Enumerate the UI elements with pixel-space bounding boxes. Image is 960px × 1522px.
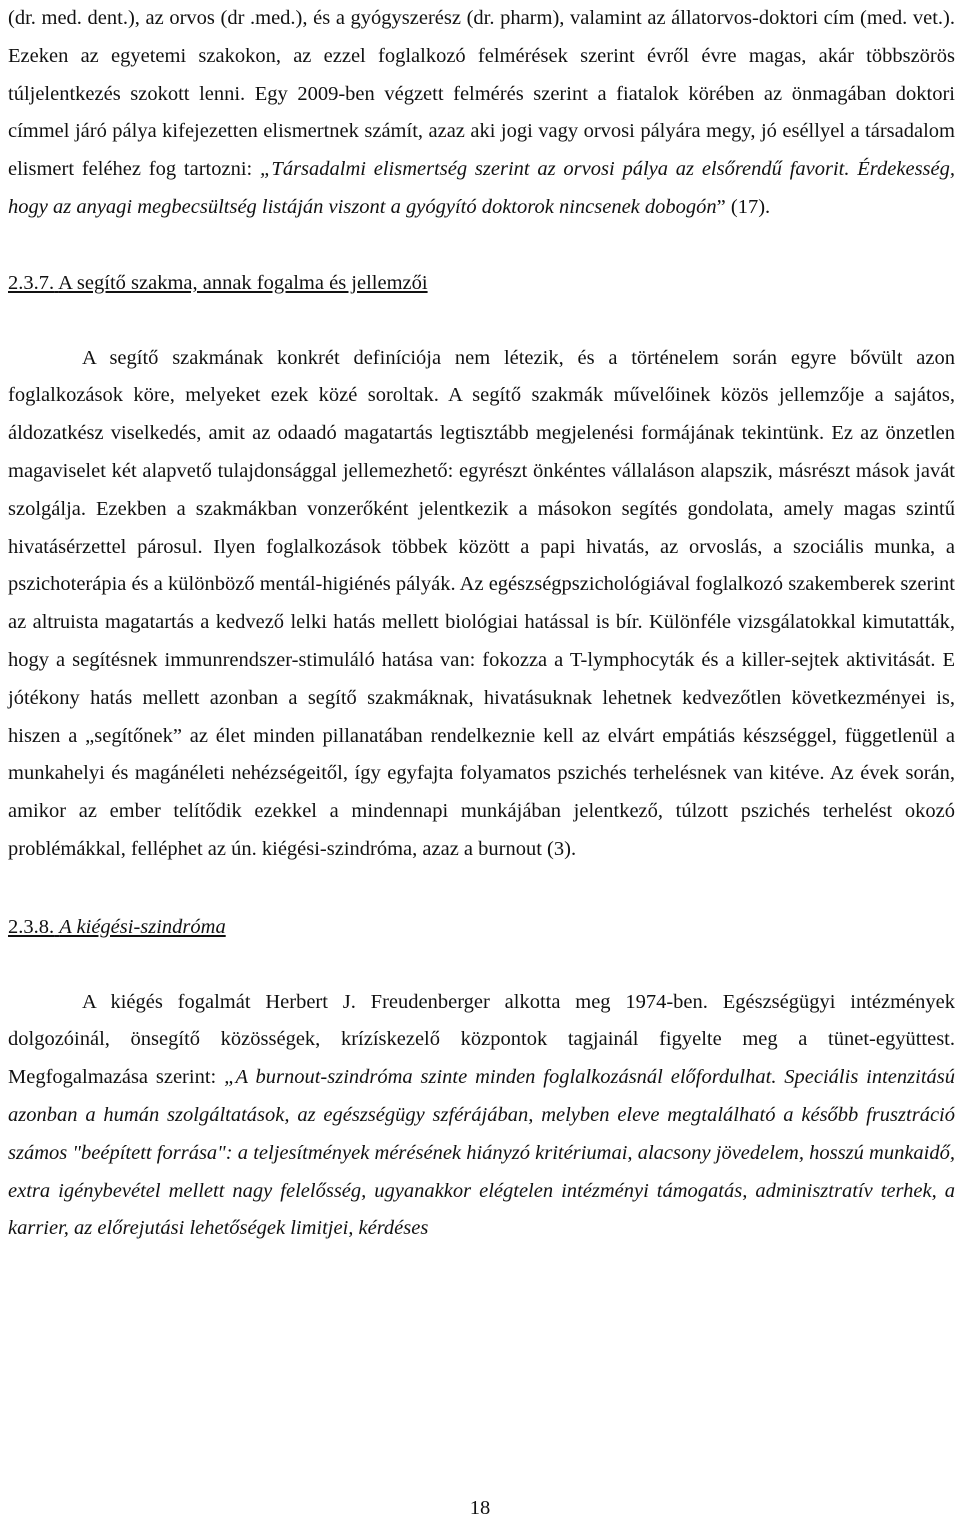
section-number-237: 2.3.7. bbox=[8, 271, 55, 294]
intro-text-2: ” (17). bbox=[716, 195, 771, 218]
intro-italic-quote: „Társadalmi elismertség szerint az orvosi pálya az elsőrendű favorit. Érdekesség, hogy az anyagi megbecsültség listáján viszont a gyógyító doktorok nincsenek dobogón bbox=[8, 158, 955, 218]
intro-text-1: (dr. med. dent.), az orvos (dr .med.), és a gyógyszerész (dr. pharm), valamint az állatorvos-doktori cím (med. vet.). Ezeken az egyetemi szakokon, az ezzel foglalkozó felmérések szerint évről évre magas, akár többszörös túljelentkezés szokott lenni. Egy 2009-ben végzett felmérés szerint a fiatalok körében az önmagában doktori címmel járó pálya kifejezetten elismertnek számít, azaz aki jogi vagy orvosi pályára megy, jó eséllyel a társadalom elismert feléhez fog tartozni: bbox=[8, 7, 955, 181]
spacer bbox=[8, 947, 955, 984]
spacer bbox=[8, 303, 955, 340]
section-title-238: A kiégési-szindróma bbox=[59, 915, 226, 938]
page-number: 18 bbox=[469, 1497, 491, 1519]
section-238-italic-quote: „A burnout-szindróma szinte minden foglalkozásnál előfordulhat. Speciális intenzitású azonban a humán szolgáltatások, az egészségügy szférájában, melyben eleve megtalálható a később frusztráció számos "beépített forrása": a teljesítmények mérésének hiányzó kritériumai, alacsony jövedelem, hosszú munkaidő, extra igénybevétel mellett nagy felelősség, ugyanakkor elégtelen intézményi támogatás, adminisztratív terhek, a karrier, az előrejutási lehetőségek limitjei, kérdéses bbox=[8, 1066, 955, 1240]
intro-paragraph bbox=[8, 0, 955, 227]
section-heading-238 bbox=[8, 909, 955, 947]
section-number-238: 2.3.8. bbox=[8, 915, 55, 938]
spacer bbox=[8, 869, 955, 909]
section-title-237: A segítő szakma, annak fogalma és jellemzői bbox=[58, 271, 428, 294]
document-page bbox=[8, 0, 955, 1248]
section-paragraph-238 bbox=[8, 984, 955, 1249]
section-238-text-1: A kiégés fogalmát Herbert J. Freudenberger alkotta meg 1974-ben. Egészségügyi intézmények dolgozóinál, önsegítő közösségek, krízískezelő központok tagjainál figyelte meg a tünet-együttest. Megfogalmazása szerint: bbox=[8, 990, 955, 1089]
spacer bbox=[8, 227, 955, 265]
section-heading-237 bbox=[8, 265, 955, 303]
section-paragraph-237: A segítő szakmának konkrét definíciója nem létezik, és a történelem során egyre bővült azon foglalkozások köre, melyeket ezek közé soroltak. A segítő szakmák művelőinek közös jellemzője a sajátos, áldozatkész viselkedés, amit az odaadó magatartás legtisztább megjelenési formájának tekintünk. Ez az önzetlen magaviselet két alapvető tulajdonsággal jellemezhető: egyrészt önkéntes vállaláson alapszik, másrészt mások javát szolgálja. Ezekben a szakmákban vonzerőként jelentkezik a másokon segítés gondolata, amely magas szintű hivatásérzettel párosul. Ilyen foglalkozások többek között a papi hivatás, az orvoslás, a szociális munka, a pszichoterápia és a különböző mentál-higiénés pályák. Az egészségpszichológiával foglalkozó szakemberek szerint az altruista magatartás a kedvező lelki hatás mellett biológiai hatással is bír. Különféle vizsgálatokkal kimutatták, hogy a segítésnek immunrendszer-stimuláló hatása van: fokozza a T-lymphocyták és a killer-sejtek aktivitását. E jótékony hatás mellett azonban a segítő szakmáknak, hivatásuknak lehetnek kedvezőtlen következményei is, hiszen a „segítőnek” az élet minden pillanatában rendelkeznie kell az elvárt empátiás készséggel, függetlenül a munkahelyi és magánéleti nehézségeitől, így egyfajta folyamatos pszichés terhelésnek van kitéve. Az évek során, amikor az ember telítődik ezekkel a mindennapi munkájában jelentkező, túlzott pszichés terhelést okozó problémákkal, felléphet az ún. kiégési-szindróma, azaz a burnout (3). bbox=[8, 346, 955, 860]
